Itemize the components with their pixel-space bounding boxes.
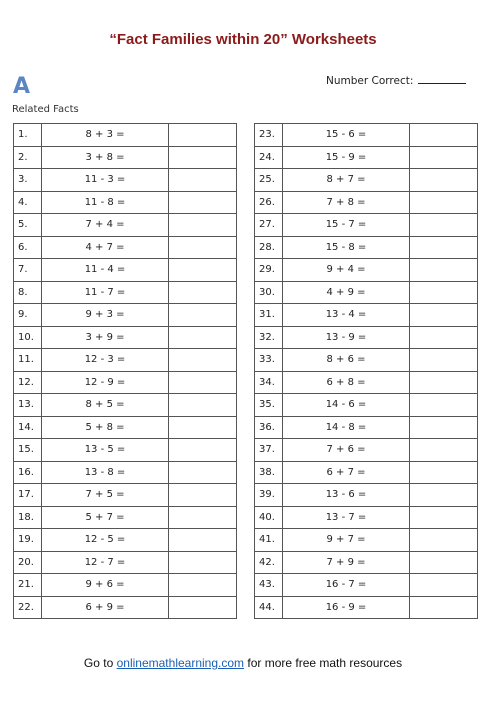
problem-expression: 5 + 8 = xyxy=(42,416,169,439)
answer-box[interactable] xyxy=(169,371,237,394)
problem-row xyxy=(14,259,237,282)
problem-row xyxy=(14,551,237,574)
score-label: Number Correct: xyxy=(326,75,414,87)
problem-row xyxy=(14,191,237,214)
problem-row xyxy=(14,529,237,552)
problem-expression: 14 - 8 = xyxy=(283,416,410,439)
problem-row xyxy=(14,484,237,507)
problems-table-left xyxy=(13,123,237,619)
answer-box[interactable] xyxy=(169,169,237,192)
problem-row xyxy=(14,146,237,169)
answer-box[interactable] xyxy=(410,461,478,484)
problem-number: 1. xyxy=(14,124,42,147)
problem-expression: 7 + 6 = xyxy=(283,439,410,462)
problem-number: 30. xyxy=(255,281,283,304)
problem-expression: 9 + 7 = xyxy=(283,529,410,552)
problem-expression: 12 - 5 = xyxy=(42,529,169,552)
answer-box[interactable] xyxy=(169,416,237,439)
problem-expression: 13 - 9 = xyxy=(283,326,410,349)
answer-box[interactable] xyxy=(410,259,478,282)
problem-row xyxy=(14,439,237,462)
problem-number: 22. xyxy=(14,596,42,619)
problem-number: 29. xyxy=(255,259,283,282)
problem-expression: 11 - 8 = xyxy=(42,191,169,214)
problem-expression: 15 - 8 = xyxy=(283,236,410,259)
problem-number: 43. xyxy=(255,574,283,597)
problem-number: 44. xyxy=(255,596,283,619)
problem-number: 33. xyxy=(255,349,283,372)
problem-number: 7. xyxy=(14,259,42,282)
answer-box[interactable] xyxy=(410,484,478,507)
problem-number: 39. xyxy=(255,484,283,507)
problem-number: 11. xyxy=(14,349,42,372)
footer xyxy=(0,656,486,670)
problem-number: 32. xyxy=(255,326,283,349)
problem-number: 20. xyxy=(14,551,42,574)
problem-row xyxy=(14,461,237,484)
problem-row xyxy=(255,169,478,192)
problem-row xyxy=(255,326,478,349)
problem-row xyxy=(14,169,237,192)
problem-row xyxy=(14,506,237,529)
problem-number: 17. xyxy=(14,484,42,507)
answer-box[interactable] xyxy=(169,259,237,282)
problem-row xyxy=(14,124,237,147)
footer-prefix: Go to xyxy=(83,656,114,670)
problem-expression: 9 + 4 = xyxy=(283,259,410,282)
problem-number: 19. xyxy=(14,529,42,552)
problem-expression: 13 - 4 = xyxy=(283,304,410,327)
answer-box[interactable] xyxy=(169,596,237,619)
answer-box[interactable] xyxy=(169,304,237,327)
answer-box[interactable] xyxy=(410,506,478,529)
problem-row xyxy=(255,259,478,282)
problem-row xyxy=(255,281,478,304)
problem-row xyxy=(14,574,237,597)
problem-expression: 9 + 6 = xyxy=(42,574,169,597)
problem-number: 21. xyxy=(14,574,42,597)
problem-row xyxy=(255,461,478,484)
problem-row xyxy=(255,146,478,169)
problem-expression: 8 + 7 = xyxy=(283,169,410,192)
problem-number: 27. xyxy=(255,214,283,237)
problem-number: 15. xyxy=(14,439,42,462)
problem-number: 4. xyxy=(14,191,42,214)
problem-row xyxy=(14,326,237,349)
answer-box[interactable] xyxy=(410,596,478,619)
answer-box[interactable] xyxy=(169,349,237,372)
problem-row xyxy=(14,304,237,327)
problem-expression: 12 - 3 = xyxy=(42,349,169,372)
answer-box[interactable] xyxy=(410,394,478,417)
problem-number: 9. xyxy=(14,304,42,327)
problem-row xyxy=(255,124,478,147)
problem-number: 13. xyxy=(14,394,42,417)
problem-number: 2. xyxy=(14,146,42,169)
score-blank[interactable] xyxy=(418,73,466,84)
problems-table-right xyxy=(254,123,478,619)
problem-number: 24. xyxy=(255,146,283,169)
problem-number: 6. xyxy=(14,236,42,259)
problem-row xyxy=(255,304,478,327)
problem-expression: 8 + 6 = xyxy=(283,349,410,372)
problem-number: 3. xyxy=(14,169,42,192)
problem-number: 12. xyxy=(14,371,42,394)
answer-box[interactable] xyxy=(410,574,478,597)
answer-box[interactable] xyxy=(410,236,478,259)
problem-expression: 8 + 5 = xyxy=(42,394,169,417)
problem-row xyxy=(255,551,478,574)
answer-box[interactable] xyxy=(410,439,478,462)
problem-row xyxy=(255,394,478,417)
problem-number: 35. xyxy=(255,394,283,417)
problem-number: 25. xyxy=(255,169,283,192)
problem-expression: 15 - 7 = xyxy=(283,214,410,237)
problem-expression: 7 + 8 = xyxy=(283,191,410,214)
answer-box[interactable] xyxy=(169,326,237,349)
problem-expression: 7 + 9 = xyxy=(283,551,410,574)
answer-box[interactable] xyxy=(169,214,237,237)
problem-row xyxy=(255,506,478,529)
problem-expression: 16 - 9 = xyxy=(283,596,410,619)
problem-expression: 7 + 5 = xyxy=(42,484,169,507)
answer-box[interactable] xyxy=(169,461,237,484)
problem-number: 34. xyxy=(255,371,283,394)
answer-box[interactable] xyxy=(410,191,478,214)
problem-row xyxy=(14,281,237,304)
answer-box[interactable] xyxy=(169,529,237,552)
problem-row xyxy=(255,214,478,237)
answer-box[interactable] xyxy=(169,484,237,507)
answer-box[interactable] xyxy=(410,326,478,349)
problem-row xyxy=(255,484,478,507)
answer-box[interactable] xyxy=(410,416,478,439)
answer-box[interactable] xyxy=(169,506,237,529)
problem-expression: 5 + 7 = xyxy=(42,506,169,529)
problem-expression: 9 + 3 = xyxy=(42,304,169,327)
answer-box[interactable] xyxy=(169,394,237,417)
problem-row xyxy=(255,371,478,394)
problem-expression: 13 - 6 = xyxy=(283,484,410,507)
problem-expression: 3 + 8 = xyxy=(42,146,169,169)
problem-expression: 13 - 5 = xyxy=(42,439,169,462)
problem-expression: 14 - 6 = xyxy=(283,394,410,417)
problem-number: 10. xyxy=(14,326,42,349)
problem-number: 14. xyxy=(14,416,42,439)
answer-box[interactable] xyxy=(410,551,478,574)
problem-expression: 4 + 7 = xyxy=(42,236,169,259)
answer-box[interactable] xyxy=(410,304,478,327)
problem-expression: 6 + 8 = xyxy=(283,371,410,394)
problem-expression: 6 + 7 = xyxy=(283,461,410,484)
problem-expression: 15 - 9 = xyxy=(283,146,410,169)
problem-expression: 4 + 9 = xyxy=(283,281,410,304)
answer-box[interactable] xyxy=(169,439,237,462)
problem-number: 18. xyxy=(14,506,42,529)
problem-row xyxy=(255,596,478,619)
problem-row xyxy=(14,349,237,372)
answer-box[interactable] xyxy=(410,529,478,552)
problem-number: 38. xyxy=(255,461,283,484)
problem-number: 37. xyxy=(255,439,283,462)
answer-box[interactable] xyxy=(410,146,478,169)
problem-number: 8. xyxy=(14,281,42,304)
problem-number: 16. xyxy=(14,461,42,484)
problem-expression: 12 - 7 = xyxy=(42,551,169,574)
problem-row xyxy=(255,416,478,439)
problem-expression: 12 - 9 = xyxy=(42,371,169,394)
answer-box[interactable] xyxy=(410,281,478,304)
problem-expression: 15 - 6 = xyxy=(283,124,410,147)
problem-expression: 16 - 7 = xyxy=(283,574,410,597)
answer-box[interactable] xyxy=(169,191,237,214)
answer-box[interactable] xyxy=(410,169,478,192)
problem-number: 26. xyxy=(255,191,283,214)
problem-number: 40. xyxy=(255,506,283,529)
problem-expression: 8 + 3 = xyxy=(42,124,169,147)
answer-box[interactable] xyxy=(410,124,478,147)
problem-expression: 7 + 4 = xyxy=(42,214,169,237)
answer-box[interactable] xyxy=(410,349,478,372)
problem-row xyxy=(255,529,478,552)
problem-number: 41. xyxy=(255,529,283,552)
answer-box[interactable] xyxy=(169,551,237,574)
problem-expression: 6 + 9 = xyxy=(42,596,169,619)
answer-box[interactable] xyxy=(169,124,237,147)
problem-number: 31. xyxy=(255,304,283,327)
problem-number: 36. xyxy=(255,416,283,439)
sheet-letter: A xyxy=(13,74,31,99)
score-box xyxy=(326,73,466,87)
answer-box[interactable] xyxy=(169,281,237,304)
problem-number: 23. xyxy=(255,124,283,147)
answer-box[interactable] xyxy=(169,236,237,259)
problem-row xyxy=(255,574,478,597)
page-title: “Fact Families within 20” Worksheets xyxy=(109,31,377,48)
answer-box[interactable] xyxy=(169,146,237,169)
problem-row xyxy=(255,236,478,259)
problem-expression: 11 - 4 = xyxy=(42,259,169,282)
problem-number: 28. xyxy=(255,236,283,259)
footer-link[interactable]: onlinemathlearning.com xyxy=(116,656,245,670)
problem-row xyxy=(255,439,478,462)
answer-box[interactable] xyxy=(410,214,478,237)
problem-expression: 13 - 7 = xyxy=(283,506,410,529)
problem-expression: 11 - 3 = xyxy=(42,169,169,192)
sheet-subtitle: Related Facts xyxy=(12,104,79,115)
footer-suffix: for more free math resources xyxy=(247,656,403,670)
answer-box[interactable] xyxy=(410,371,478,394)
problem-row xyxy=(14,236,237,259)
problem-expression: 3 + 9 = xyxy=(42,326,169,349)
problem-expression: 13 - 8 = xyxy=(42,461,169,484)
problem-row xyxy=(14,394,237,417)
problem-row xyxy=(255,191,478,214)
problem-row xyxy=(14,371,237,394)
answer-box[interactable] xyxy=(169,574,237,597)
problem-number: 42. xyxy=(255,551,283,574)
problem-row xyxy=(14,214,237,237)
problem-row xyxy=(255,349,478,372)
problem-row xyxy=(14,596,237,619)
problem-expression: 11 - 7 = xyxy=(42,281,169,304)
problem-row xyxy=(14,416,237,439)
problem-number: 5. xyxy=(14,214,42,237)
